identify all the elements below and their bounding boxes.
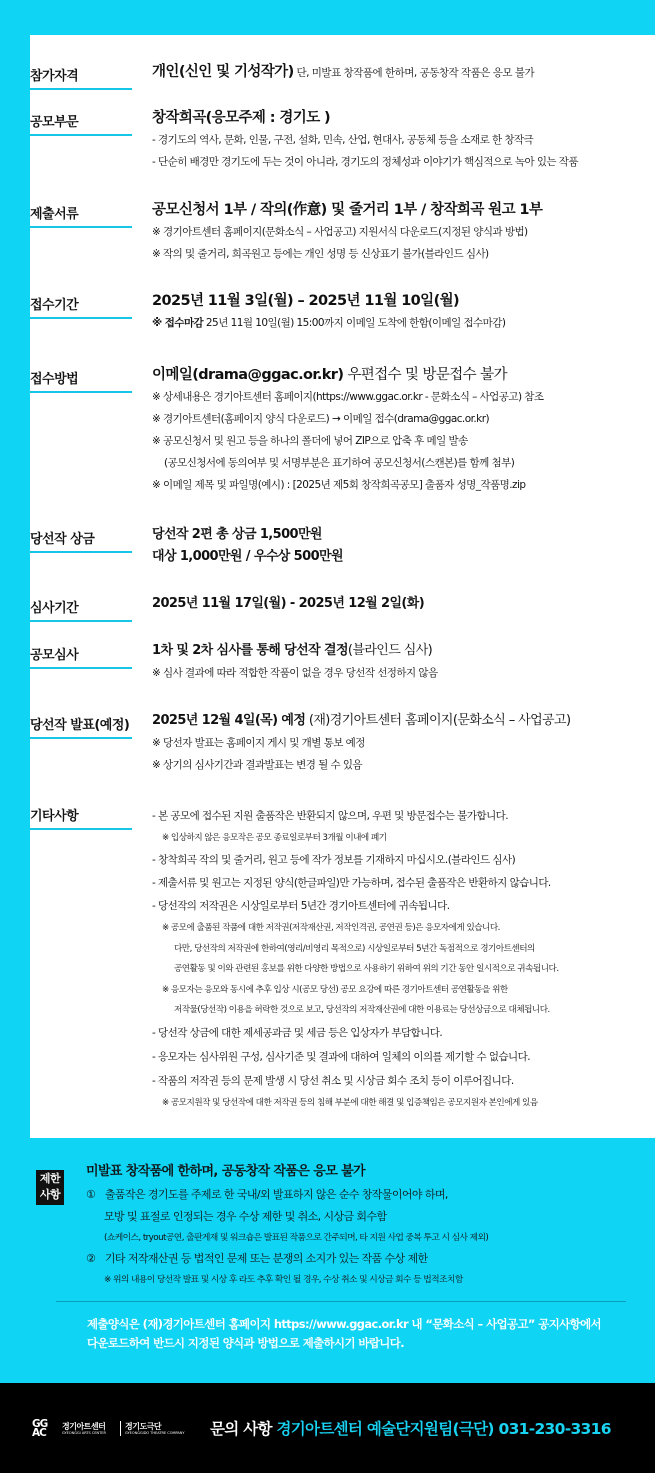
section-head: 2025년 11월 17일(월) - 2025년 12월 2일(화) bbox=[152, 596, 425, 611]
section-line: ※ 당선자 발표는 홈페이지 게시 및 개별 통보 예정 bbox=[152, 737, 365, 749]
section-label: 공모부문 bbox=[30, 111, 132, 136]
restriction-line: ※ 위의 내용이 당선작 발표 및 시상 후 라도 추후 확인 될 경우, 수상 취소 및 시상금 회수 등 법적조치함 bbox=[104, 1275, 463, 1285]
section-line: - 경기도의 역사, 문화, 인물, 구전, 설화, 민속, 산업, 현대사, 공동체 등을 소재로 한 창작극 bbox=[152, 134, 534, 146]
email-head: 이메일(drama@ggac.or.kr) bbox=[152, 367, 344, 383]
section-line: ※ 공모지원작 및 당선작에 대한 저작권 등의 침해 부분에 대한 해결 및 입증책임은 공모지원자 본인에게 있음 bbox=[162, 1097, 538, 1108]
section-note bbox=[152, 312, 652, 334]
review-rest: (블라인드 심사) bbox=[347, 643, 433, 658]
restriction-badge bbox=[36, 1170, 64, 1205]
section-line: - 본 공모에 접수된 지원 출품작은 반환되지 않으며, 우편 및 방문접수는 불가합니다. bbox=[152, 810, 509, 822]
section-line: ※ 공모에 출품된 작품에 대한 저작권(저작재산권, 저작인격권, 공연권 등)은 응모자에게 있습니다. bbox=[162, 923, 500, 933]
restriction-item bbox=[86, 1248, 636, 1270]
section-line: - 당선작 상금에 대한 제세공과금 및 세금 등은 입상자가 부담합니다. bbox=[152, 1026, 443, 1039]
section-line: ※ 심사 결과에 따라 적합한 작품이 없을 경우 당선작 선정하지 않음 bbox=[152, 667, 438, 679]
section-line: (공모신청서에 동의여부 및 서명부분은 표기하여 공모신청서(스캔본)를 함께 첨부) bbox=[164, 457, 515, 469]
note-bold: ※ 접수마감 bbox=[152, 317, 204, 329]
section-line: ※ 입상하지 않은 응모작은 공모 종료일로부터 3개월 이내에 폐기 bbox=[162, 833, 387, 843]
method-rest: 우편접수 및 방문접수 불가 bbox=[343, 367, 507, 383]
section-line: ※ 이메일 제목 및 파일명(예시) : [2025년 제5회 창작희곡공모] 출품자 성명_작품명.zip bbox=[152, 479, 526, 491]
item-text: 출품작은 경기도를 주제로 한 국내/외 발표하지 않은 순수 창작물이어야 하며, bbox=[104, 1188, 448, 1201]
prize-total: 당선작 2편 총 상금 1,500만원 bbox=[152, 527, 322, 542]
section-line: - 당선작의 저작권은 시상일로부터 5년간 경기아트센터에 귀속됩니다. bbox=[152, 900, 450, 912]
section-line: 저작물(당선작) 이용을 허락한 것으로 보고, 당선작의 저작재산권에 대한 이용료는 당선상금으로 대체됩니다. bbox=[174, 1005, 550, 1015]
section-line: ※ 공모신청서 및 원고 등을 하나의 폴더에 넣어 ZIP으로 압축 후 메일 발송 bbox=[152, 435, 468, 447]
item-number: ② bbox=[86, 1252, 96, 1265]
section-line: - 단순히 배경만 경기도에 두는 것이 아니라, 경기도의 정체성과 이야기가 핵심적으로 녹아 있는 작품 bbox=[152, 156, 578, 168]
section-line: - 창착희곡 작의 및 줄거리, 원고 등에 작가 정보를 기재하지 마십시오.(블라인드 심사) bbox=[152, 854, 516, 866]
prize-split: 대상 1,000만원 / 우수상 500만원 bbox=[152, 549, 343, 564]
section-head: 창작희곡(응모주제 : 경기도 ) bbox=[152, 110, 331, 126]
note-rest: 25년 11월 10일(월) 15:00까지 이메일 도착에 한함(이메일 접수마감) bbox=[203, 317, 506, 329]
section-label: 접수기간 bbox=[30, 294, 132, 319]
badge-line: 제한 bbox=[39, 1172, 61, 1185]
item-number: ① bbox=[86, 1188, 96, 1201]
section-label: 기타사항 bbox=[30, 805, 132, 830]
eligibility-head: 개인(신인 및 기성작가) bbox=[152, 64, 294, 80]
restriction-line: (쇼케이스, tryout공연, 출판게재 및 워크숍은 발표된 작품으로 간주되며, 타 지원 사업 중복 투고 시 심사 제외) bbox=[104, 1233, 489, 1243]
section-line: 공연활동 및 이와 관련된 홍보를 위한 다양한 방법으로 사용하기 위하여 위의 기간 동안 일시적으로 귀속됩니다. bbox=[174, 964, 559, 974]
section-line: ※ 작의 및 줄거리, 희곡원고 등에는 개인 성명 등 신상표기 불가(블라인드 심사) bbox=[152, 248, 489, 260]
section-label: 당선작 발표(예정) bbox=[30, 714, 132, 739]
eligibility-note: 단, 미발표 창작품에 한하며, 공동창작 작품은 응모 불가 bbox=[293, 67, 535, 79]
section-line: ※ 경기아트센터(홈페이지 양식 다운로드) → 이메일 접수(drama@ggac.or.kr) bbox=[152, 413, 490, 425]
section-line: 다만, 당선작의 저작권에 한하여(영리/비영리 목적으로) 시상일로부터 5년간 독점적으로 경기아트센터의 bbox=[174, 943, 535, 954]
contact-label: 문의 사항 bbox=[210, 1420, 272, 1438]
logo bbox=[32, 1420, 192, 1438]
section-label: 접수방법 bbox=[30, 368, 132, 393]
restriction-item bbox=[86, 1184, 636, 1206]
section-line: - 제출서류 및 원고는 지정된 양식(한글파일)만 가능하며, 접수된 출품작은 반환하지 않습니다. bbox=[152, 877, 551, 889]
item-text: 기타 저작재산권 등 법적인 문제 또는 분쟁의 소지가 있는 작품 수상 제한 bbox=[104, 1252, 428, 1265]
badge-line: 사항 bbox=[39, 1188, 61, 1201]
section-head: 공모신청서 1부 / 작의(作意) 및 줄거리 1부 / 창작희곡 원고 1부 bbox=[152, 202, 543, 218]
ggac-logo-mark: GG AC bbox=[32, 1418, 48, 1439]
org-name: 경기아트센터 bbox=[62, 1422, 106, 1431]
section-line: - 응모자는 심사위원 구성, 심사기준 및 결과에 대하여 일체의 이의를 제기할 수 없습니다. bbox=[152, 1050, 531, 1063]
section-label: 제출서류 bbox=[30, 203, 132, 228]
section-line: ※ 경기아트센터 홈페이지(문화소식 – 사업공고) 지원서식 다운로드(지정된 양식과 방법) bbox=[152, 226, 528, 238]
section-head bbox=[152, 364, 652, 386]
divider bbox=[56, 1301, 626, 1302]
section-head bbox=[152, 61, 652, 84]
section-label: 참가자격 bbox=[30, 65, 132, 90]
review-head: 1차 및 2차 심사를 통해 당선작 결정 bbox=[152, 643, 348, 658]
section-label: 공모심사 bbox=[30, 644, 132, 669]
company-name: 경기도극단 bbox=[125, 1422, 162, 1431]
announce-head: 2025년 12월 4일(목) 예정 bbox=[152, 713, 306, 728]
org-name-en: GYEONGGI ARTS CENTER bbox=[62, 1431, 106, 1435]
contact bbox=[210, 1417, 611, 1439]
submission-line: 다운로드하여 반드시 지정된 양식과 방법으로 제출하시기 바랍니다. bbox=[87, 1336, 404, 1350]
section-line: - 작품의 저작권 등의 문제 발생 시 당선 취소 및 시상금 회수 조치 등이 이루어집니다. bbox=[152, 1074, 514, 1087]
section-line: ※ 상기의 심사기간과 결과발표는 변경 될 수 있음 bbox=[152, 759, 363, 771]
section-label: 당선작 상금 bbox=[30, 528, 132, 553]
contact-value[interactable]: 경기아트센터 예술단지원팀(극단) 031-230-3316 bbox=[276, 1420, 611, 1438]
submission-line: 제출양식은 (재)경기아트센터 홈페이지 https://www.ggac.or.kr 내 “문화소식 – 사업공고” 공지사항에서 bbox=[87, 1317, 601, 1331]
section-head bbox=[152, 710, 652, 732]
logo-separator bbox=[120, 1421, 121, 1436]
restriction-line: 모방 및 표절로 인정되는 경우 수상 제한 및 취소, 시상금 회수함 bbox=[104, 1210, 387, 1223]
section-line: ※ 응모자는 응모와 동시에 추후 입상 시(공모 당선) 공모 요강에 따른 경기아트센터 공연활동을 위한 bbox=[162, 984, 508, 995]
section-label: 심사기간 bbox=[30, 597, 132, 622]
section-head: 2025년 11월 3일(월) – 2025년 11월 10일(월) bbox=[152, 293, 460, 309]
company-name-en: GYEONGGIDO THEATRE COMPANY bbox=[125, 1431, 185, 1435]
submission-notice bbox=[87, 1315, 627, 1353]
section-head bbox=[152, 640, 652, 662]
footer bbox=[0, 1383, 655, 1473]
announce-rest: (재)경기아트센터 홈페이지(문화소식 – 사업공고) bbox=[305, 713, 571, 728]
info-card bbox=[30, 35, 655, 1138]
section-line: ※ 상세내용은 경기아트센터 홈페이지(https://www.ggac.or.kr - 문화소식 – 사업공고) 참조 bbox=[152, 391, 544, 403]
restriction-title: 미발표 창작품에 한하며, 공동창작 작품은 응모 불가 bbox=[86, 1164, 366, 1179]
